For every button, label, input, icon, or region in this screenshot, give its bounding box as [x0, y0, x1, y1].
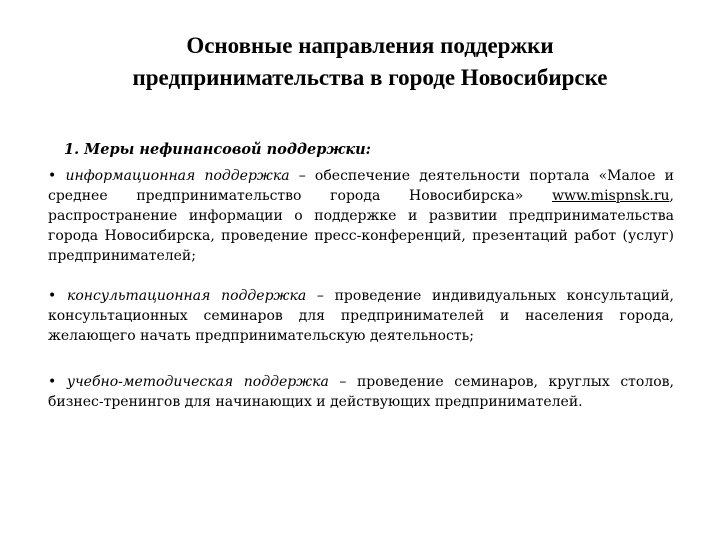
page-title — [60, 30, 680, 94]
support-type-label: консультационная поддержка — [66, 288, 307, 304]
bullet: • — [48, 288, 57, 304]
content-body — [48, 140, 674, 412]
section-heading: 1. Меры нефинансовой поддержки: — [64, 141, 372, 158]
list-item-educational-support — [48, 372, 674, 412]
list-item-information-support — [48, 166, 674, 266]
item-text: – обеспечение деятельности портала «Малое и среднее предпринимательство города Новосибирска» — [48, 168, 674, 204]
item-text: – проведение индивидуальных консультаций, консультационных семинаров для предпринимателей и населения города, желающего начать предпринимательскую деятельность; — [48, 288, 674, 344]
portal-link[interactable]: www.mispnsk.ru — [552, 188, 670, 204]
title-line-1: Основные направления поддержки — [186, 33, 554, 58]
bullet: • — [48, 168, 57, 184]
bullet: • — [48, 374, 57, 390]
item-text-continued: , распространение информации о поддержке и развитии предпринимательства города Новосибирска, проведение пресс-конференций, презентаций работ (услуг) предпринимателей; — [48, 188, 674, 264]
support-type-label: информационная поддержка — [65, 168, 290, 184]
support-type-label: учебно-методическая поддержка — [66, 374, 329, 390]
list-item-consulting-support — [48, 286, 674, 346]
title-line-2: предпринимательства в городе Новосибирске — [132, 65, 608, 90]
item-text: – проведение семинаров, круглых столов, бизнес-тренингов для начинающих и действующих предпринимателей. — [48, 374, 675, 410]
